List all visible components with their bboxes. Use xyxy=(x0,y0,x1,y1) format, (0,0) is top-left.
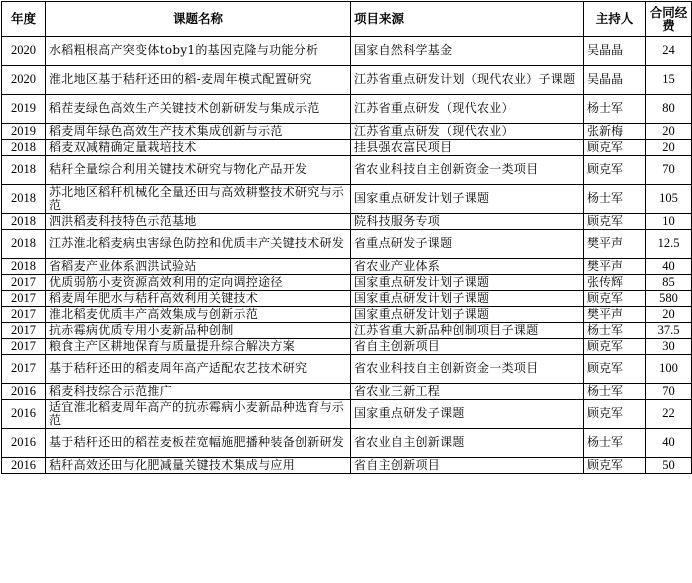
title-cell: 基于秸秆还田的稻茬麦板茬宽幅施肥播种装备创新研发 xyxy=(46,429,351,458)
fund-cell: 70 xyxy=(646,156,692,185)
title-cell: 抗赤霉病优质专用小麦新品种创制 xyxy=(46,323,351,339)
host-cell: 杨士军 xyxy=(584,429,646,458)
year-cell: 2017 xyxy=(2,291,46,307)
fund-cell: 24 xyxy=(646,37,692,66)
year-cell: 2020 xyxy=(2,66,46,95)
year-cell: 2017 xyxy=(2,339,46,355)
source-cell: 国家重点研发计划子课题 xyxy=(351,275,584,291)
year-cell: 2016 xyxy=(2,384,46,400)
header-host: 主持人 xyxy=(584,2,646,37)
table-row xyxy=(2,339,692,355)
source-cell: 省农业三新工程 xyxy=(351,384,584,400)
fund-cell: 22 xyxy=(646,400,692,429)
table-row xyxy=(2,37,692,66)
host-cell: 顾克军 xyxy=(584,400,646,429)
host-cell: 杨士军 xyxy=(584,95,646,124)
host-cell: 顾克军 xyxy=(584,214,646,230)
source-cell: 国家重点研发计划子课题 xyxy=(351,291,584,307)
fund-cell: 85 xyxy=(646,275,692,291)
year-cell: 2018 xyxy=(2,185,46,214)
title-cell: 秸秆高效还田与化肥减量关键技术集成与应用 xyxy=(46,458,351,474)
fund-cell: 20 xyxy=(646,124,692,140)
fund-cell: 37.5 xyxy=(646,323,692,339)
header-year: 年度 xyxy=(2,2,46,37)
source-cell: 省自主创新项目 xyxy=(351,458,584,474)
title-cell: 基于秸秆还田的稻麦周年高产适配农艺技术研究 xyxy=(46,355,351,384)
source-cell: 院科技服务专项 xyxy=(351,214,584,230)
host-cell: 顾克军 xyxy=(584,291,646,307)
source-cell: 国家重点研发子课题 xyxy=(351,400,584,429)
source-cell: 省重点研发子课题 xyxy=(351,230,584,259)
source-cell: 省农业产业体系 xyxy=(351,259,584,275)
year-cell: 2016 xyxy=(2,458,46,474)
source-cell: 挂县强农富民项目 xyxy=(351,140,584,156)
host-cell: 顾克军 xyxy=(584,156,646,185)
year-cell: 2017 xyxy=(2,275,46,291)
year-cell: 2017 xyxy=(2,355,46,384)
title-cell: 稻麦科技综合示范推广 xyxy=(46,384,351,400)
header-fund: 合同经费 xyxy=(646,2,692,37)
fund-cell: 50 xyxy=(646,458,692,474)
year-cell: 2018 xyxy=(2,259,46,275)
title-cell: 淮北稻麦优质丰产高效集成与创新示范 xyxy=(46,307,351,323)
fund-cell: 20 xyxy=(646,307,692,323)
host-cell: 张新梅 xyxy=(584,124,646,140)
title-cell: 粮食主产区耕地保育与质量提升综合解决方案 xyxy=(46,339,351,355)
host-cell: 杨士军 xyxy=(584,185,646,214)
year-cell: 2018 xyxy=(2,140,46,156)
table-row xyxy=(2,214,692,230)
title-cell: 稻麦双减精确定量栽培技术 xyxy=(46,140,351,156)
table-row xyxy=(2,400,692,429)
table-row xyxy=(2,66,692,95)
title-cell: 水稻粗根高产突变体toby1的基因克隆与功能分析 xyxy=(46,37,351,66)
fund-cell: 80 xyxy=(646,95,692,124)
host-cell: 樊平声 xyxy=(584,307,646,323)
source-cell: 省自主创新项目 xyxy=(351,339,584,355)
year-cell: 2017 xyxy=(2,307,46,323)
host-cell: 吴晶晶 xyxy=(584,37,646,66)
table-row xyxy=(2,124,692,140)
header-row xyxy=(2,2,692,37)
source-cell: 国家重点研发计划子课题 xyxy=(351,185,584,214)
host-cell: 顾克军 xyxy=(584,355,646,384)
header-title: 课题名称 xyxy=(46,2,351,37)
table-row xyxy=(2,185,692,214)
host-cell: 吴晶晶 xyxy=(584,66,646,95)
host-cell: 顾克军 xyxy=(584,458,646,474)
title-cell: 稻麦周年肥水与秸秆高效利用关键技术 xyxy=(46,291,351,307)
table-row xyxy=(2,458,692,474)
title-cell: 泗洪稻麦科技特色示范基地 xyxy=(46,214,351,230)
title-cell: 淮北地区基于秸秆还田的稻-麦周年模式配置研究 xyxy=(46,66,351,95)
source-cell: 省农业科技自主创新资金一类项目 xyxy=(351,156,584,185)
fund-cell: 20 xyxy=(646,140,692,156)
table-row xyxy=(2,230,692,259)
fund-cell: 12.5 xyxy=(646,230,692,259)
source-cell: 江苏省重点研发（现代农业） xyxy=(351,124,584,140)
fund-cell: 40 xyxy=(646,259,692,275)
fund-cell: 105 xyxy=(646,185,692,214)
table-row xyxy=(2,291,692,307)
source-cell: 江苏省重点研发计划（现代农业）子课题 xyxy=(351,66,584,95)
fund-cell: 10 xyxy=(646,214,692,230)
host-cell: 杨士军 xyxy=(584,323,646,339)
year-cell: 2018 xyxy=(2,230,46,259)
table-row xyxy=(2,259,692,275)
table-row xyxy=(2,384,692,400)
host-cell: 张传辉 xyxy=(584,275,646,291)
host-cell: 顾克军 xyxy=(584,339,646,355)
host-cell: 樊平声 xyxy=(584,259,646,275)
year-cell: 2018 xyxy=(2,156,46,185)
fund-cell: 40 xyxy=(646,429,692,458)
table-row xyxy=(2,156,692,185)
title-cell: 适宜淮北稻麦周年高产的抗赤霉病小麦新品种选育与示范 xyxy=(46,400,351,429)
title-cell: 优质弱筋小麦资源高效利用的定向调控途径 xyxy=(46,275,351,291)
source-cell: 省农业科技自主创新资金一类项目 xyxy=(351,355,584,384)
project-table xyxy=(1,1,692,474)
year-cell: 2018 xyxy=(2,214,46,230)
title-cell: 江苏淮北稻麦病虫害绿色防控和优质丰产关键技术研发 xyxy=(46,230,351,259)
table-row xyxy=(2,275,692,291)
year-cell: 2019 xyxy=(2,124,46,140)
source-cell: 江苏省重大新品种创制项目子课题 xyxy=(351,323,584,339)
year-cell: 2016 xyxy=(2,400,46,429)
table-row xyxy=(2,95,692,124)
table-row xyxy=(2,140,692,156)
title-cell: 省稻麦产业体系泗洪试验站 xyxy=(46,259,351,275)
header-source: 项目来源 xyxy=(351,2,584,37)
title-cell: 秸秆全量综合利用关键技术研究与物化产品开发 xyxy=(46,156,351,185)
year-cell: 2017 xyxy=(2,323,46,339)
year-cell: 2019 xyxy=(2,95,46,124)
title-cell: 稻茬麦绿色高效生产关键技术创新研发与集成示范 xyxy=(46,95,351,124)
table-row xyxy=(2,323,692,339)
table-row xyxy=(2,307,692,323)
table-row xyxy=(2,355,692,384)
fund-cell: 15 xyxy=(646,66,692,95)
fund-cell: 580 xyxy=(646,291,692,307)
source-cell: 国家自然科学基金 xyxy=(351,37,584,66)
year-cell: 2020 xyxy=(2,37,46,66)
title-cell: 苏北地区稻秆机械化全量还田与高效耕整技术研究与示范 xyxy=(46,185,351,214)
year-cell: 2016 xyxy=(2,429,46,458)
title-cell: 稻麦周年绿色高效生产技术集成创新与示范 xyxy=(46,124,351,140)
fund-cell: 70 xyxy=(646,384,692,400)
fund-cell: 30 xyxy=(646,339,692,355)
host-cell: 顾克军 xyxy=(584,140,646,156)
table-row xyxy=(2,429,692,458)
host-cell: 樊平声 xyxy=(584,230,646,259)
host-cell: 杨士军 xyxy=(584,384,646,400)
source-cell: 国家重点研发计划子课题 xyxy=(351,307,584,323)
source-cell: 省农业自主创新课题 xyxy=(351,429,584,458)
fund-cell: 100 xyxy=(646,355,692,384)
source-cell: 江苏省重点研发（现代农业） xyxy=(351,95,584,124)
